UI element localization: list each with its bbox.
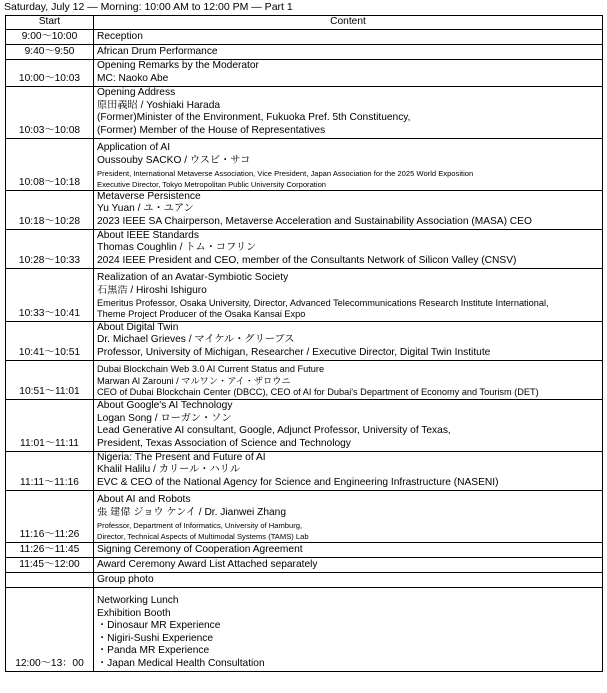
content-line: Oussouby SACKO / ウスビ・サコ (97, 155, 251, 166)
content-line: Metaverse Persistence (97, 190, 201, 202)
content-line: ・Dinosaur MR Experience (97, 620, 221, 632)
schedule-row (6, 29, 603, 44)
schedule-row (6, 321, 603, 360)
content-line: 2023 IEEE SA Chairperson, Metaverse Acceleration and Sustainability Association (MASA) CEO (97, 216, 532, 227)
content-line: Marwan Al Zarouni / マルワン・アイ・ザロウニ (97, 375, 291, 386)
content-line: Lead Generative AI consultant, Google, Adjunct Professor, University of Texas, (97, 425, 451, 437)
content-line: Professor, Department of Informatics, University of Hamburg, (97, 520, 303, 530)
content-line: Reception (97, 31, 143, 42)
content-cell (94, 229, 603, 268)
schedule-row (6, 399, 603, 451)
start-time-cell: 11:16〜11:26 (6, 490, 94, 542)
content-line: Exhibition Booth (97, 607, 171, 619)
content-column-header: Content (94, 16, 603, 30)
content-line: Nigeria: The Present and Future of AI (97, 451, 266, 463)
content-line: 原田義昭 / Yoshiaki Harada (97, 99, 221, 111)
content-cell (94, 587, 603, 671)
content-line: About IEEE Standards (97, 229, 199, 241)
content-line: 2024 IEEE President and CEO, member of the Consultants Network of Silicon Valley (CNSV) (97, 255, 517, 266)
content-line: ・Panda MR Experience (97, 645, 210, 657)
content-line: Logan Song / ローガン・ソン (97, 412, 232, 424)
content-cell (94, 542, 603, 557)
content-line: Executive Director, Tokyo Metropolitan Public University Corporation (97, 179, 327, 189)
content-line: Thomas Coughlin / トム・コフリン (97, 242, 257, 254)
content-line: 石黒浩 / Hiroshi Ishiguro (97, 285, 207, 296)
content-cell (94, 86, 603, 138)
content-cell (94, 138, 603, 190)
start-time-cell: 10:08〜10:18 (6, 138, 94, 190)
content-line: About AI and Robots (97, 494, 191, 506)
content-cell (94, 29, 603, 44)
content-cell (94, 59, 603, 86)
content-line: Emeritus Professor, Osaka University, Director, Advanced Telecommunications Research Institute International, (97, 297, 549, 308)
content-line: About Google's AI Technology (97, 400, 233, 412)
content-line: MC: Naoko Abe (97, 73, 169, 84)
schedule-row (6, 542, 603, 557)
schedule-row (6, 451, 603, 490)
start-time-cell: 11:11〜11:16 (6, 451, 94, 490)
content-cell (94, 572, 603, 587)
schedule-row (6, 490, 603, 542)
content-line: (Former) Member of the House of Representatives (97, 125, 326, 136)
content-line: Opening Remarks by the Moderator (97, 60, 259, 72)
content-line: Signing Ceremony of Cooperation Agreement (97, 544, 303, 555)
header-row (6, 16, 603, 30)
start-time-cell: 10:33〜10:41 (6, 268, 94, 321)
schedule-row (6, 59, 603, 86)
content-line: Khalil Halilu / カリール・ハリル (97, 464, 241, 476)
start-time-cell: 11:26〜11:45 (6, 542, 94, 557)
content-line: Dubai Blockchain Web 3.0 AI Current Status and Future (97, 364, 325, 375)
start-time-cell: 11:45〜12:00 (6, 557, 94, 572)
schedule-row (6, 138, 603, 190)
content-line: 張 建偉 ジョウ ケンイ / Dr. Jianwei Zhang (97, 507, 286, 518)
content-cell (94, 360, 603, 399)
content-line: ・Japan Medical Health Consultation (97, 658, 265, 669)
content-line: President, International Metaverse Association, Vice President, Japan Association for the 2025 World Exposition (97, 168, 474, 178)
content-line: Theme Project Producer of the Osaka Kansai Expo (97, 309, 306, 320)
content-line: Application of AI (97, 142, 171, 154)
schedule-row (6, 557, 603, 572)
content-line: Award Ceremony Award List Attached separately (97, 559, 318, 570)
schedule-row (6, 572, 603, 587)
schedule-row (6, 190, 603, 229)
start-time-cell: 11:01〜11:11 (6, 399, 94, 451)
start-time-cell: 12:00〜13：00 (6, 587, 94, 671)
schedule-row (6, 44, 603, 59)
content-cell (94, 451, 603, 490)
content-line: President, Texas Association of Science and Technology (97, 438, 351, 449)
content-line: Professor, University of Michigan, Researcher / Executive Director, Digital Twin Institute (97, 347, 491, 358)
schedule-table (5, 15, 603, 672)
content-line: Group photo (97, 574, 154, 585)
start-time-cell: 10:41〜10:51 (6, 321, 94, 360)
start-time-cell: 10:28〜10:33 (6, 229, 94, 268)
schedule-row (6, 587, 603, 671)
content-cell (94, 399, 603, 451)
content-line: Director, Technical Aspects of Multimodal Systems (TAMS) Lab (97, 531, 309, 541)
start-time-cell: 9:40〜9:50 (6, 44, 94, 59)
schedule-row (6, 268, 603, 321)
schedule-row (6, 229, 603, 268)
content-line: Realization of an Avatar-Symbiotic Society (97, 272, 289, 284)
content-cell (94, 44, 603, 59)
start-time-cell: 10:00〜10:03 (6, 59, 94, 86)
content-line: Dr. Michael Grieves / マイケル・グリーブス (97, 334, 295, 346)
start-time-cell: 10:18〜10:28 (6, 190, 94, 229)
schedule-row (6, 360, 603, 399)
content-line: EVC & CEO of the National Agency for Science and Engineering Infrastructure (NASENI) (97, 477, 499, 488)
start-time-cell: 10:51〜11:01 (6, 360, 94, 399)
content-cell (94, 490, 603, 542)
start-time-cell: 9:00〜10:00 (6, 29, 94, 44)
start-time-cell: 10:03〜10:08 (6, 86, 94, 138)
content-line: ・Nigiri-Sushi Experience (97, 632, 214, 644)
content-line: (Former)Minister of the Environment, Fukuoka Pref. 5th Constituency, (97, 112, 411, 124)
start-column-header: Start (6, 16, 94, 30)
content-cell (94, 190, 603, 229)
content-line: Yu Yuan / ユ・ユアン (97, 203, 194, 215)
page-title: Saturday, July 12 — Morning: 10:00 AM to 12:00 PM — Part 1 (4, 1, 293, 13)
content-line: Networking Lunch (97, 595, 179, 607)
content-cell (94, 557, 603, 572)
content-cell (94, 321, 603, 360)
content-line: Opening Address (97, 87, 176, 99)
content-line: African Drum Performance (97, 46, 218, 57)
content-line: About Digital Twin (97, 321, 179, 333)
schedule-row (6, 86, 603, 138)
schedule-rows (6, 29, 603, 671)
content-cell (94, 268, 603, 321)
start-time-cell (6, 572, 94, 587)
content-line: CEO of Dubai Blockchain Center (DBCC), CEO of AI for Dubai's Department of Economy and Tourism (DET) (97, 387, 539, 398)
